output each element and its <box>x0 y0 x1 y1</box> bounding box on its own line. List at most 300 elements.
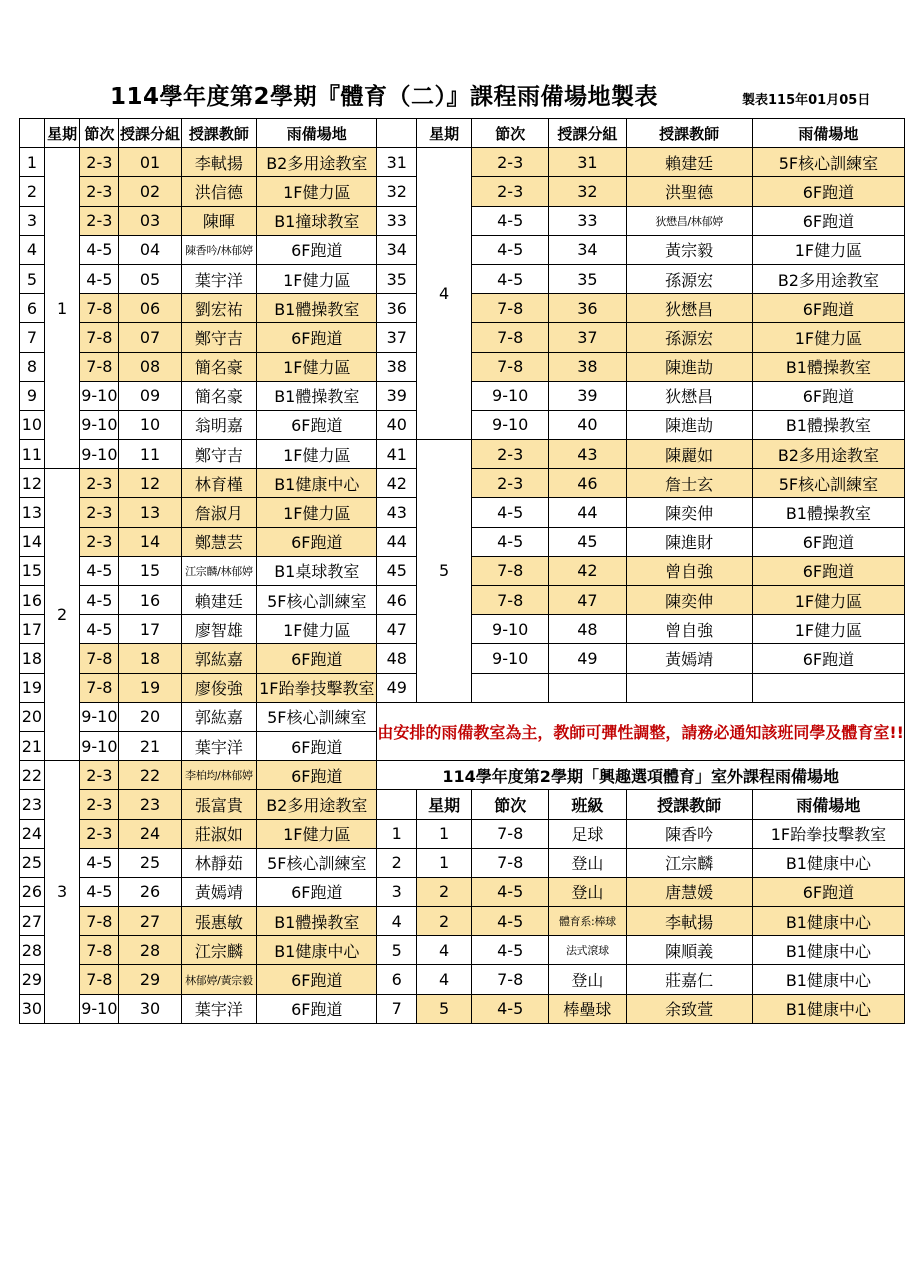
group-cell: 40 <box>549 410 626 439</box>
period-cell: 4-5 <box>472 498 549 527</box>
sub-teacher-cell: 陳香吟 <box>626 819 752 848</box>
period-cell: 9-10 <box>80 440 119 469</box>
period-cell: 7-8 <box>472 323 549 352</box>
period-cell: 4-5 <box>80 264 119 293</box>
row-number: 5 <box>20 264 45 293</box>
sub-period-cell: 4-5 <box>472 936 549 965</box>
row-number: 47 <box>377 615 417 644</box>
venue-cell: 1F健力區 <box>752 586 904 615</box>
period-cell: 4-5 <box>472 235 549 264</box>
venue-cell: 6F跑道 <box>257 410 377 439</box>
row-number: 17 <box>20 615 45 644</box>
row-number: 6 <box>20 294 45 323</box>
teacher-cell: 林育槿 <box>181 469 257 498</box>
period-cell: 7-8 <box>80 673 119 702</box>
group-cell: 34 <box>549 235 626 264</box>
venue-cell: 1F健力區 <box>257 440 377 469</box>
teacher-cell: 江宗麟 <box>181 936 257 965</box>
sub-table-title: 114學年度第2學期「興趣選項體育」室外課程雨備場地 <box>377 761 905 790</box>
column-header-no <box>377 119 417 148</box>
group-cell: 11 <box>119 440 181 469</box>
group-cell: 03 <box>119 206 181 235</box>
sub-row-number: 6 <box>377 965 417 994</box>
sub-period-cell: 4-5 <box>472 994 549 1023</box>
venue-cell: 5F核心訓練室 <box>257 848 377 877</box>
sub-period-cell: 7-8 <box>472 848 549 877</box>
row-number: 49 <box>377 673 417 702</box>
group-cell: 08 <box>119 352 181 381</box>
period-cell: 2-3 <box>472 469 549 498</box>
period-cell: 7-8 <box>80 352 119 381</box>
period-cell: 9-10 <box>80 731 119 760</box>
table-row <box>20 790 905 819</box>
teacher-cell: 孫源宏 <box>626 264 752 293</box>
teacher-cell: 詹淑月 <box>181 498 257 527</box>
row-number: 24 <box>20 819 45 848</box>
period-cell: 2-3 <box>80 177 119 206</box>
page-title: 114學年度第2學期『體育（二）』課程雨備場地製表 <box>110 84 659 110</box>
group-cell: 47 <box>549 586 626 615</box>
group-cell: 44 <box>549 498 626 527</box>
sub-class-cell: 登山 <box>549 965 626 994</box>
teacher-cell: 林郁婷/黃宗毅 <box>181 965 257 994</box>
column-header-weekday: 星期 <box>417 119 472 148</box>
teacher-cell: 張富貴 <box>181 790 257 819</box>
row-number: 8 <box>20 352 45 381</box>
venue-cell: 6F跑道 <box>257 323 377 352</box>
schedule-table <box>19 118 905 1024</box>
column-header-period: 節次 <box>80 119 119 148</box>
teacher-cell: 孫源宏 <box>626 323 752 352</box>
teacher-cell: 簡名豪 <box>181 352 257 381</box>
row-number: 48 <box>377 644 417 673</box>
venue-cell: 6F跑道 <box>257 994 377 1023</box>
sub-class-cell: 法式滾球 <box>549 936 626 965</box>
row-number: 27 <box>20 907 45 936</box>
venue-cell: 5F核心訓練室 <box>752 469 904 498</box>
table-row <box>20 907 905 936</box>
teacher-cell: 曾自強 <box>626 615 752 644</box>
row-number: 12 <box>20 469 45 498</box>
group-cell: 28 <box>119 936 181 965</box>
venue-cell: 1F健力區 <box>257 352 377 381</box>
sub-class-cell: 足球 <box>549 819 626 848</box>
venue-cell: B2多用途教室 <box>257 148 377 177</box>
sub-column-header-class: 班級 <box>549 790 626 819</box>
row-number: 44 <box>377 527 417 556</box>
row-number: 18 <box>20 644 45 673</box>
period-cell: 4-5 <box>80 848 119 877</box>
group-cell: 42 <box>549 556 626 585</box>
group-cell: 37 <box>549 323 626 352</box>
venue-cell: B2多用途教室 <box>752 264 904 293</box>
row-number: 31 <box>377 148 417 177</box>
group-cell: 36 <box>549 294 626 323</box>
weekday-cell: 1 <box>44 148 79 469</box>
row-number: 35 <box>377 264 417 293</box>
teacher-cell: 黃嫣靖 <box>626 644 752 673</box>
period-cell: 2-3 <box>472 440 549 469</box>
period-cell: 4-5 <box>80 615 119 644</box>
period-cell: 4-5 <box>472 206 549 235</box>
period-cell: 9-10 <box>80 702 119 731</box>
group-cell: 48 <box>549 615 626 644</box>
period-cell: 4-5 <box>80 877 119 906</box>
weekday-cell: 2 <box>44 469 79 761</box>
venue-cell: 1F健力區 <box>752 615 904 644</box>
weekday-cell: 3 <box>44 761 79 1024</box>
sub-venue-cell: 6F跑道 <box>752 877 904 906</box>
venue-cell: B2多用途教室 <box>257 790 377 819</box>
group-cell: 07 <box>119 323 181 352</box>
venue-cell: B1撞球教室 <box>257 206 377 235</box>
venue-cell: 6F跑道 <box>257 644 377 673</box>
teacher-cell: 陳香吟/林郁婷 <box>181 235 257 264</box>
teacher-cell: 廖俊強 <box>181 673 257 702</box>
teacher-cell: 詹士玄 <box>626 469 752 498</box>
period-cell: 7-8 <box>80 323 119 352</box>
period-cell: 9-10 <box>80 381 119 410</box>
sub-venue-cell: B1健康中心 <box>752 848 904 877</box>
table-row <box>20 877 905 906</box>
venue-cell: 1F健力區 <box>257 615 377 644</box>
sub-row-number: 5 <box>377 936 417 965</box>
row-number: 39 <box>377 381 417 410</box>
venue-cell: 6F跑道 <box>752 527 904 556</box>
sub-weekday-cell: 2 <box>417 877 472 906</box>
venue-cell: 6F跑道 <box>257 235 377 264</box>
period-cell: 7-8 <box>80 936 119 965</box>
sub-teacher-cell: 江宗麟 <box>626 848 752 877</box>
teacher-cell: 廖智雄 <box>181 615 257 644</box>
row-number: 46 <box>377 586 417 615</box>
row-number: 21 <box>20 731 45 760</box>
sub-class-cell: 登山 <box>549 877 626 906</box>
row-number: 15 <box>20 556 45 585</box>
group-cell: 18 <box>119 644 181 673</box>
table-row <box>20 965 905 994</box>
teacher-cell: 陳進劼 <box>626 410 752 439</box>
period-cell <box>472 673 549 702</box>
period-cell: 4-5 <box>80 586 119 615</box>
table-row <box>20 440 905 469</box>
column-header-weekday: 星期 <box>44 119 79 148</box>
teacher-cell: 葉宇洋 <box>181 994 257 1023</box>
period-cell: 4-5 <box>80 556 119 585</box>
group-cell: 24 <box>119 819 181 848</box>
column-header-group: 授課分組 <box>119 119 181 148</box>
table-row <box>20 761 905 790</box>
period-cell: 7-8 <box>80 907 119 936</box>
group-cell: 14 <box>119 527 181 556</box>
period-cell: 7-8 <box>80 294 119 323</box>
venue-cell: 6F跑道 <box>752 177 904 206</box>
row-number: 36 <box>377 294 417 323</box>
group-cell: 01 <box>119 148 181 177</box>
notice-text: 由安排的雨備教室為主，教師可彈性調整，請務必通知該班同學及體育室!! <box>377 702 905 760</box>
group-cell: 32 <box>549 177 626 206</box>
venue-cell: B1桌球教室 <box>257 556 377 585</box>
group-cell: 20 <box>119 702 181 731</box>
row-number: 1 <box>20 148 45 177</box>
sub-row-number: 2 <box>377 848 417 877</box>
venue-cell: B2多用途教室 <box>752 440 904 469</box>
teacher-cell: 陳進財 <box>626 527 752 556</box>
column-header-teacher: 授課教師 <box>181 119 257 148</box>
sub-column-header-no <box>377 790 417 819</box>
sub-venue-cell: 1F跆拳技擊教室 <box>752 819 904 848</box>
sub-row-number: 3 <box>377 877 417 906</box>
teacher-cell: 葉宇洋 <box>181 264 257 293</box>
teacher-cell: 賴建廷 <box>626 148 752 177</box>
row-number: 16 <box>20 586 45 615</box>
row-number: 43 <box>377 498 417 527</box>
sub-weekday-cell: 5 <box>417 994 472 1023</box>
teacher-cell: 李軾揚 <box>181 148 257 177</box>
group-cell <box>549 673 626 702</box>
venue-cell: 6F跑道 <box>257 965 377 994</box>
teacher-cell: 陳奕伸 <box>626 586 752 615</box>
row-number: 19 <box>20 673 45 702</box>
row-number: 9 <box>20 381 45 410</box>
venue-cell: B1體操教室 <box>257 381 377 410</box>
period-cell: 2-3 <box>472 148 549 177</box>
period-cell: 2-3 <box>80 527 119 556</box>
venue-cell: 1F健力區 <box>752 235 904 264</box>
row-number: 33 <box>377 206 417 235</box>
period-cell: 7-8 <box>472 556 549 585</box>
row-number: 38 <box>377 352 417 381</box>
group-cell: 27 <box>119 907 181 936</box>
teacher-cell: 賴建廷 <box>181 586 257 615</box>
period-cell: 9-10 <box>80 994 119 1023</box>
sub-row-number: 7 <box>377 994 417 1023</box>
period-cell: 7-8 <box>472 294 549 323</box>
row-number: 34 <box>377 235 417 264</box>
sub-period-cell: 4-5 <box>472 907 549 936</box>
group-cell: 30 <box>119 994 181 1023</box>
teacher-cell: 李柏均/林郁婷 <box>181 761 257 790</box>
sub-teacher-cell: 陳順義 <box>626 936 752 965</box>
row-number: 41 <box>377 440 417 469</box>
sub-venue-cell: B1健康中心 <box>752 994 904 1023</box>
venue-cell: 6F跑道 <box>752 206 904 235</box>
venue-cell: 5F核心訓練室 <box>752 148 904 177</box>
teacher-cell: 鄭守吉 <box>181 323 257 352</box>
sub-weekday-cell: 1 <box>417 819 472 848</box>
period-cell: 7-8 <box>80 965 119 994</box>
sub-weekday-cell: 4 <box>417 936 472 965</box>
period-cell: 4-5 <box>80 235 119 264</box>
row-number: 25 <box>20 848 45 877</box>
teacher-cell <box>626 673 752 702</box>
period-cell: 2-3 <box>80 498 119 527</box>
group-cell: 22 <box>119 761 181 790</box>
group-cell: 04 <box>119 235 181 264</box>
row-number: 11 <box>20 440 45 469</box>
column-header-venue: 雨備場地 <box>752 119 904 148</box>
row-number: 42 <box>377 469 417 498</box>
date-stamp: 製表115年01月05日 <box>742 93 871 108</box>
row-number: 30 <box>20 994 45 1023</box>
teacher-cell: 陳奕伸 <box>626 498 752 527</box>
group-cell: 23 <box>119 790 181 819</box>
venue-cell: 6F跑道 <box>752 644 904 673</box>
sub-row-number: 4 <box>377 907 417 936</box>
venue-cell: 1F跆拳技擊教室 <box>257 673 377 702</box>
teacher-cell: 狄懋昌 <box>626 294 752 323</box>
sub-teacher-cell: 唐慧媛 <box>626 877 752 906</box>
column-header-no <box>20 119 45 148</box>
group-cell: 15 <box>119 556 181 585</box>
teacher-cell: 郭紘嘉 <box>181 644 257 673</box>
teacher-cell: 翁明嘉 <box>181 410 257 439</box>
teacher-cell: 鄭慧芸 <box>181 527 257 556</box>
row-number: 20 <box>20 702 45 731</box>
group-cell: 38 <box>549 352 626 381</box>
venue-cell: 6F跑道 <box>257 877 377 906</box>
sub-period-cell: 7-8 <box>472 819 549 848</box>
period-cell: 2-3 <box>472 177 549 206</box>
teacher-cell: 鄭守吉 <box>181 440 257 469</box>
row-number: 22 <box>20 761 45 790</box>
period-cell: 2-3 <box>80 819 119 848</box>
sub-venue-cell: B1健康中心 <box>752 965 904 994</box>
group-cell: 39 <box>549 381 626 410</box>
venue-cell: 6F跑道 <box>752 381 904 410</box>
group-cell: 19 <box>119 673 181 702</box>
row-number: 13 <box>20 498 45 527</box>
row-number: 28 <box>20 936 45 965</box>
teacher-cell: 江宗麟/林郁婷 <box>181 556 257 585</box>
venue-cell: 1F健力區 <box>752 323 904 352</box>
period-cell: 9-10 <box>472 615 549 644</box>
period-cell: 2-3 <box>80 790 119 819</box>
column-header-group: 授課分組 <box>549 119 626 148</box>
group-cell: 26 <box>119 877 181 906</box>
teacher-cell: 郭紘嘉 <box>181 702 257 731</box>
row-number: 23 <box>20 790 45 819</box>
teacher-cell: 曾自強 <box>626 556 752 585</box>
row-number: 14 <box>20 527 45 556</box>
row-number: 10 <box>20 410 45 439</box>
column-header-period: 節次 <box>472 119 549 148</box>
venue-cell: B1健康中心 <box>257 936 377 965</box>
group-cell: 05 <box>119 264 181 293</box>
group-cell: 49 <box>549 644 626 673</box>
group-cell: 43 <box>549 440 626 469</box>
period-cell: 2-3 <box>80 469 119 498</box>
teacher-cell: 陳暉 <box>181 206 257 235</box>
period-cell: 9-10 <box>472 644 549 673</box>
venue-cell: 6F跑道 <box>257 761 377 790</box>
teacher-cell: 陳麗如 <box>626 440 752 469</box>
table-row <box>20 994 905 1023</box>
venue-cell: 6F跑道 <box>257 731 377 760</box>
sub-teacher-cell: 余致萱 <box>626 994 752 1023</box>
venue-cell: 5F核心訓練室 <box>257 586 377 615</box>
row-number: 37 <box>377 323 417 352</box>
group-cell: 21 <box>119 731 181 760</box>
teacher-cell: 陳進劼 <box>626 352 752 381</box>
sub-period-cell: 4-5 <box>472 877 549 906</box>
teacher-cell: 林靜茹 <box>181 848 257 877</box>
weekday-cell: 4 <box>417 148 472 440</box>
table-row <box>20 148 905 177</box>
venue-cell: 1F健力區 <box>257 819 377 848</box>
period-cell: 9-10 <box>472 381 549 410</box>
sub-teacher-cell: 莊嘉仁 <box>626 965 752 994</box>
table-header-row <box>20 119 905 148</box>
venue-cell: B1健康中心 <box>257 469 377 498</box>
venue-cell: B1體操教室 <box>752 352 904 381</box>
row-number: 7 <box>20 323 45 352</box>
group-cell: 33 <box>549 206 626 235</box>
weekday-cell: 5 <box>417 440 472 703</box>
row-number: 3 <box>20 206 45 235</box>
group-cell: 35 <box>549 264 626 293</box>
period-cell: 2-3 <box>80 206 119 235</box>
sub-class-cell: 體育系:棒球 <box>549 907 626 936</box>
venue-cell: 1F健力區 <box>257 264 377 293</box>
period-cell: 9-10 <box>472 410 549 439</box>
sub-period-cell: 7-8 <box>472 965 549 994</box>
teacher-cell: 張惠敏 <box>181 907 257 936</box>
table-row <box>20 936 905 965</box>
period-cell: 2-3 <box>80 761 119 790</box>
row-number: 26 <box>20 877 45 906</box>
group-cell: 25 <box>119 848 181 877</box>
sub-venue-cell: B1健康中心 <box>752 936 904 965</box>
sub-column-header-teacher: 授課教師 <box>626 790 752 819</box>
teacher-cell: 洪信德 <box>181 177 257 206</box>
group-cell: 16 <box>119 586 181 615</box>
sub-row-number: 1 <box>377 819 417 848</box>
sub-venue-cell: B1健康中心 <box>752 907 904 936</box>
group-cell: 13 <box>119 498 181 527</box>
venue-cell: 1F健力區 <box>257 498 377 527</box>
row-number: 2 <box>20 177 45 206</box>
row-number: 45 <box>377 556 417 585</box>
group-cell: 02 <box>119 177 181 206</box>
venue-cell: 1F健力區 <box>257 177 377 206</box>
table-row <box>20 702 905 731</box>
teacher-cell: 黃宗毅 <box>626 235 752 264</box>
teacher-cell: 葉宇洋 <box>181 731 257 760</box>
venue-cell: B1體操教室 <box>752 410 904 439</box>
column-header-teacher: 授課教師 <box>626 119 752 148</box>
group-cell: 46 <box>549 469 626 498</box>
teacher-cell: 黃嫣靖 <box>181 877 257 906</box>
row-number: 32 <box>377 177 417 206</box>
sub-class-cell: 棒壘球 <box>549 994 626 1023</box>
period-cell: 7-8 <box>80 644 119 673</box>
group-cell: 10 <box>119 410 181 439</box>
venue-cell <box>752 673 904 702</box>
venue-cell: B1體操教室 <box>752 498 904 527</box>
teacher-cell: 簡名豪 <box>181 381 257 410</box>
venue-cell: B1體操教室 <box>257 294 377 323</box>
teacher-cell: 劉宏祐 <box>181 294 257 323</box>
teacher-cell: 狄懋昌/林郁婷 <box>626 206 752 235</box>
period-cell: 9-10 <box>80 410 119 439</box>
sub-weekday-cell: 1 <box>417 848 472 877</box>
venue-cell: 6F跑道 <box>257 527 377 556</box>
group-cell: 06 <box>119 294 181 323</box>
sub-weekday-cell: 2 <box>417 907 472 936</box>
period-cell: 7-8 <box>472 586 549 615</box>
table-row <box>20 819 905 848</box>
